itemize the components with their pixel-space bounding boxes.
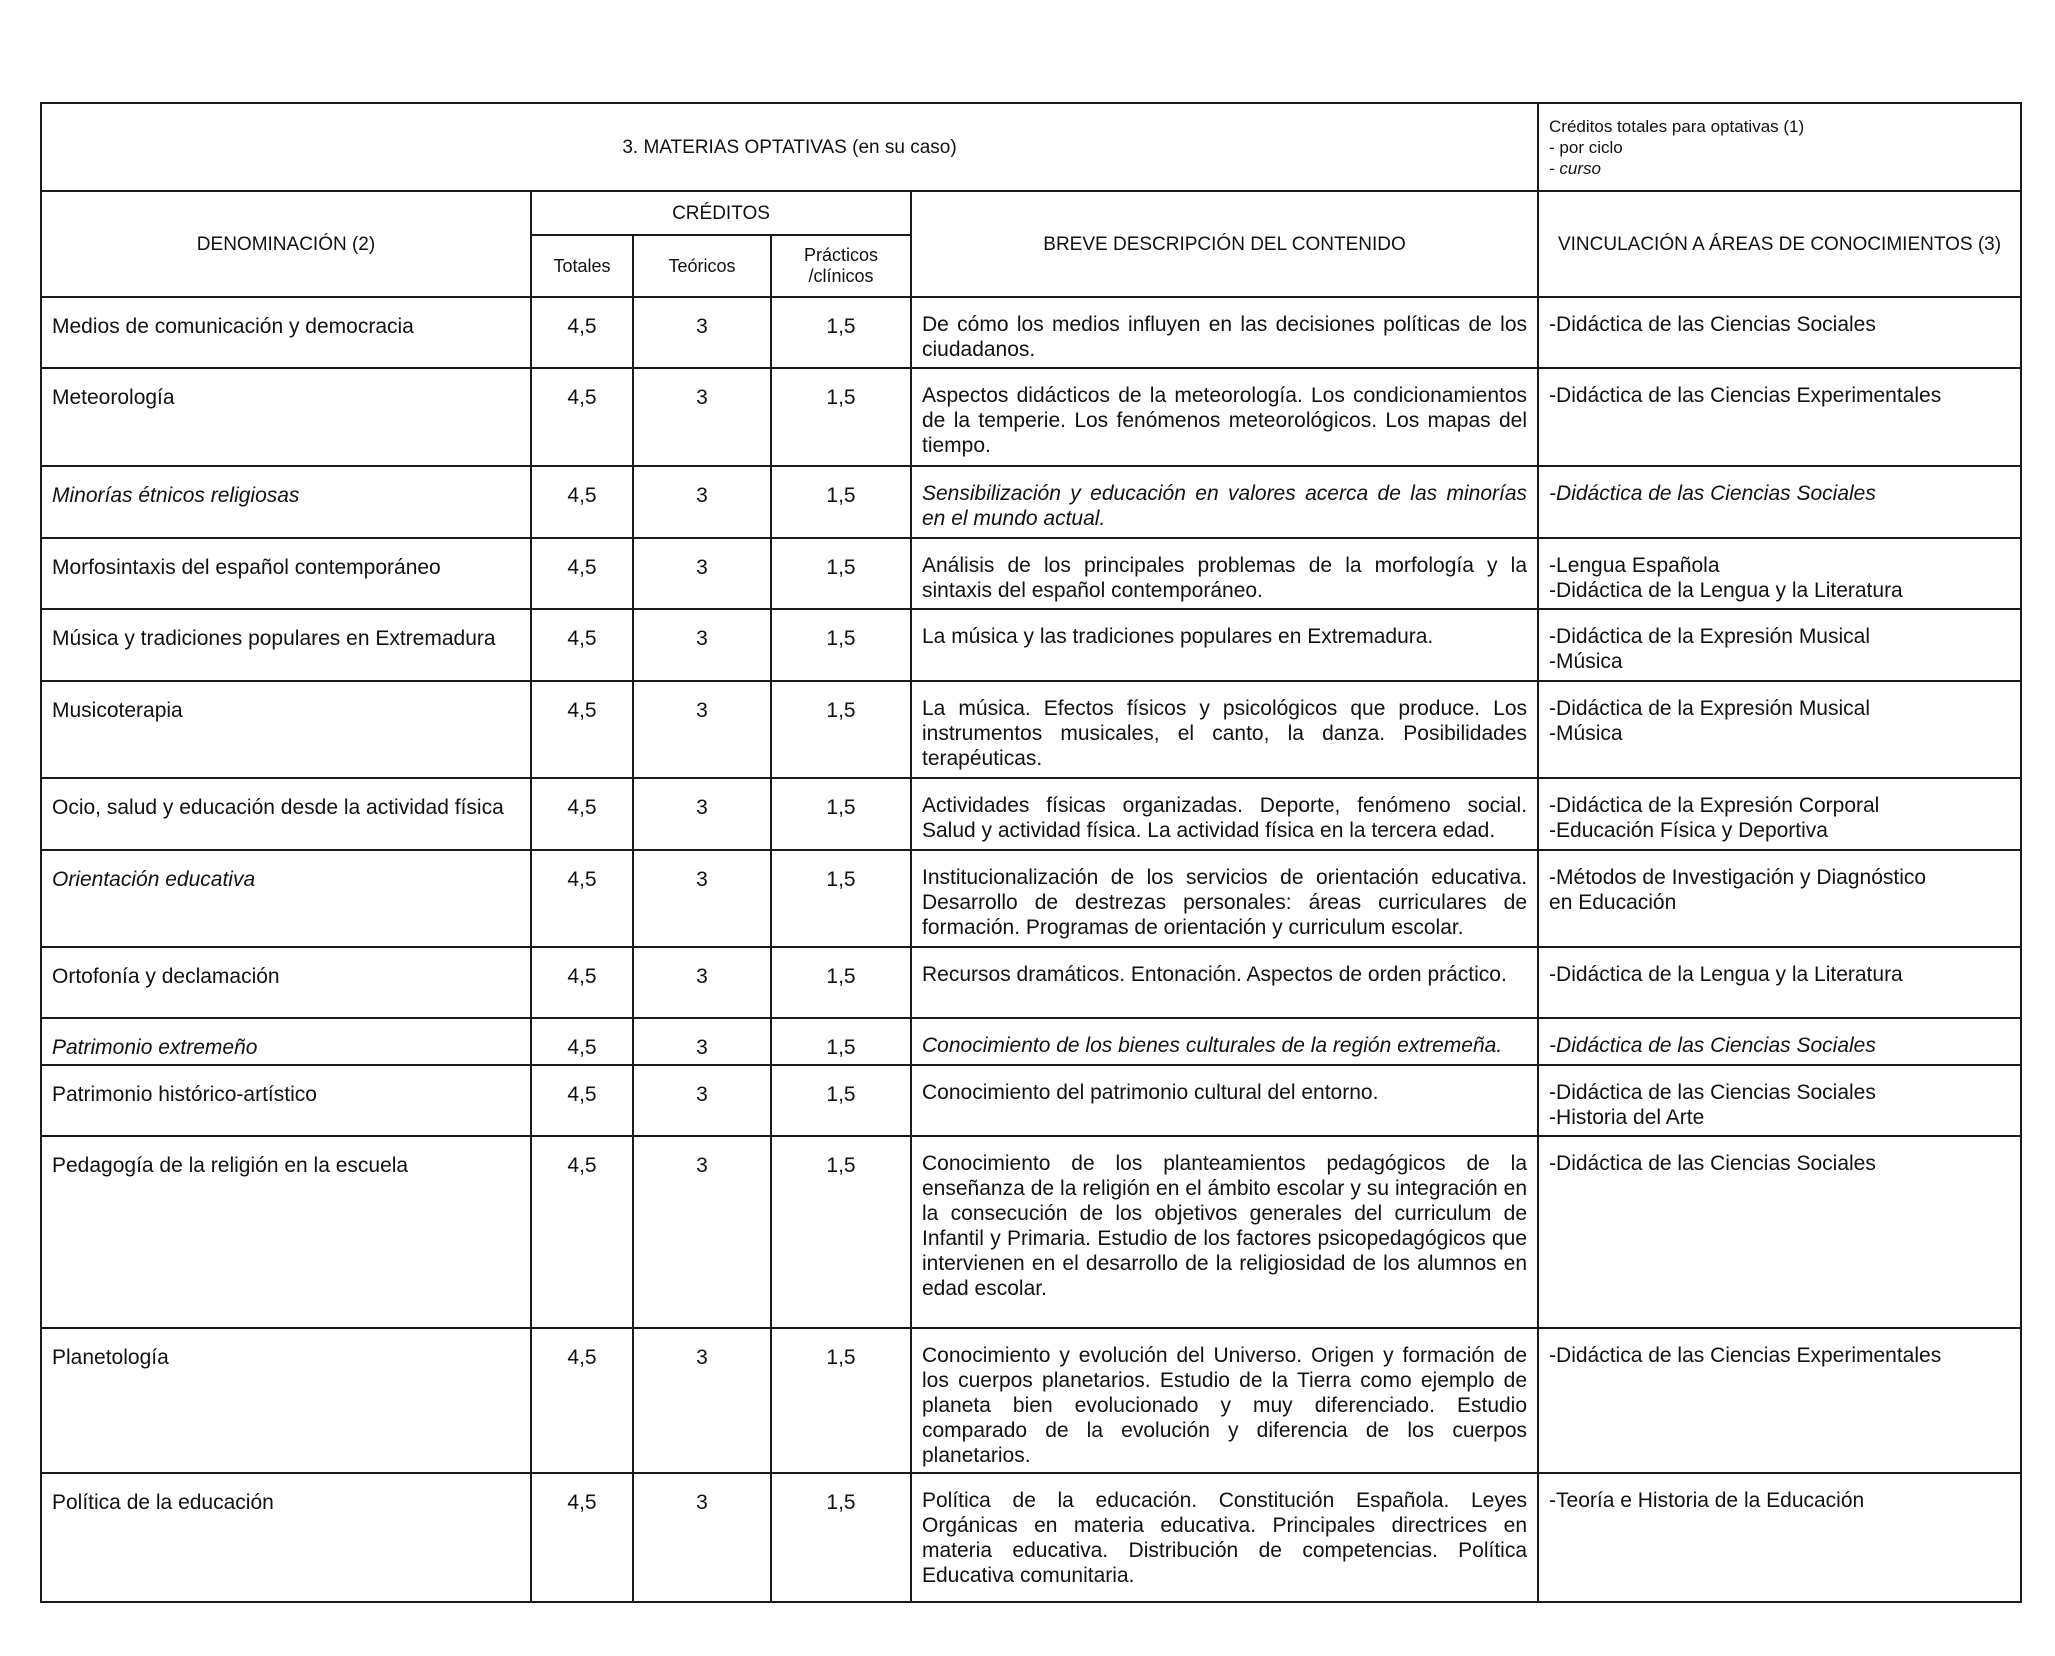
subject-name: Medios de comunicación y democracia	[41, 297, 531, 368]
optional-subjects-table	[40, 102, 2022, 1603]
knowledge-area-item: -Historia del Arte	[1549, 1106, 1705, 1129]
credits-theory: 3	[633, 1018, 771, 1065]
table-row	[41, 609, 2021, 681]
credits-theory: 3	[633, 1328, 771, 1473]
col-header-descripcion: BREVE DESCRIPCIÓN DEL CONTENIDO	[911, 191, 1538, 297]
knowledge-areas	[1538, 778, 2021, 850]
table-row	[41, 297, 2021, 368]
content-description: De cómo los medios influyen en las decisiones políticas de los ciudadanos.	[911, 297, 1538, 368]
credits-total: 4,5	[531, 466, 633, 538]
credits-total: 4,5	[531, 1065, 633, 1136]
credits-practice: 1,5	[771, 1018, 911, 1065]
knowledge-areas	[1538, 1473, 2021, 1602]
total-credits-cell	[1538, 103, 2021, 191]
table-row	[41, 538, 2021, 609]
subject-name: Patrimonio extremeño	[41, 1018, 531, 1065]
knowledge-area-item: -Teoría e Historia de la Educación	[1549, 1489, 1865, 1512]
knowledge-area-item: -Didáctica de las Ciencias Experimentales	[1549, 1344, 1942, 1367]
subject-name: Ocio, salud y educación desde la actividad física	[41, 778, 531, 850]
knowledge-area-item: -Didáctica de las Ciencias Sociales	[1549, 1152, 1876, 1175]
table-row	[41, 681, 2021, 778]
table-row	[41, 1018, 2021, 1065]
knowledge-areas	[1538, 368, 2021, 466]
credits-total: 4,5	[531, 609, 633, 681]
credits-theory: 3	[633, 466, 771, 538]
credits-practice: 1,5	[771, 1136, 911, 1328]
credits-total: 4,5	[531, 947, 633, 1018]
knowledge-areas	[1538, 947, 2021, 1018]
content-description: Sensibilización y educación en valores acerca de las minorías en el mundo actual.	[911, 466, 1538, 538]
subject-name: Orientación educativa	[41, 850, 531, 947]
total-credits-title: Créditos totales para optativas (1)	[1549, 117, 1805, 136]
col-header-denominacion: DENOMINACIÓN (2)	[41, 191, 531, 297]
subject-name: Minorías étnicos religiosas	[41, 466, 531, 538]
content-description: Conocimiento de los bienes culturales de la región extremeña.	[911, 1018, 1538, 1065]
subject-name: Morfosintaxis del español contemporáneo	[41, 538, 531, 609]
credits-theory: 3	[633, 297, 771, 368]
subject-name: Musicoterapia	[41, 681, 531, 778]
credits-theory: 3	[633, 778, 771, 850]
credits-practice: 1,5	[771, 466, 911, 538]
credits-total: 4,5	[531, 1136, 633, 1328]
knowledge-area-item: -Educación Física y Deportiva	[1549, 819, 1828, 842]
credits-practice: 1,5	[771, 609, 911, 681]
credits-theory: 3	[633, 1136, 771, 1328]
credits-practice: 1,5	[771, 1065, 911, 1136]
col-header-creditos: CRÉDITOS	[531, 191, 911, 235]
credits-total: 4,5	[531, 368, 633, 466]
knowledge-area-item: -Didáctica de las Ciencias Experimentales	[1549, 384, 1942, 407]
knowledge-area-item: -Música	[1549, 650, 1623, 673]
title-row	[41, 103, 2021, 191]
credits-theory: 3	[633, 850, 771, 947]
knowledge-area-item: -Didáctica de la Expresión Corporal	[1549, 794, 1880, 817]
credits-practice: 1,5	[771, 1473, 911, 1602]
credits-total: 4,5	[531, 538, 633, 609]
table-row	[41, 1473, 2021, 1602]
knowledge-areas	[1538, 1018, 2021, 1065]
subject-name: Política de la educación	[41, 1473, 531, 1602]
credits-practice: 1,5	[771, 681, 911, 778]
knowledge-area-item: -Didáctica de las Ciencias Sociales	[1549, 313, 1876, 336]
table-row	[41, 850, 2021, 947]
knowledge-areas	[1538, 850, 2021, 947]
knowledge-areas	[1538, 297, 2021, 368]
content-description: Política de la educación. Constitución Española. Leyes Orgánicas en materia educativa. Principales directrices en materia educativa. Distribución de competencias. Política Educativa comunitaria.	[911, 1473, 1538, 1602]
knowledge-area-item: -Didáctica de la Lengua y la Literatura	[1549, 579, 1903, 602]
credits-practice: 1,5	[771, 778, 911, 850]
content-description: La música. Efectos físicos y psicológicos que produce. Los instrumentos musicales, el canto, la danza. Posibilidades terapéuticas.	[911, 681, 1538, 778]
total-credits-per-course: - curso	[1549, 159, 1601, 178]
credits-practice: 1,5	[771, 538, 911, 609]
credits-practice: 1,5	[771, 850, 911, 947]
knowledge-area-item: -Didáctica de la Expresión Musical	[1549, 697, 1870, 720]
credits-theory: 3	[633, 947, 771, 1018]
credits-practice: 1,5	[771, 297, 911, 368]
content-description: La música y las tradiciones populares en Extremadura.	[911, 609, 1538, 681]
col-header-teoricos: Teóricos	[633, 235, 771, 297]
col-header-vinculacion: VINCULACIÓN A ÁREAS DE CONOCIMIENTOS (3)	[1538, 191, 2021, 297]
credits-total: 4,5	[531, 681, 633, 778]
content-description: Aspectos didácticos de la meteorología. Los condicionamientos de la temperie. Los fenómenos meteorológicos. Los mapas del tiempo.	[911, 368, 1538, 466]
knowledge-areas	[1538, 1328, 2021, 1473]
credits-theory: 3	[633, 681, 771, 778]
credits-theory: 3	[633, 368, 771, 466]
content-description: Actividades físicas organizadas. Deporte, fenómeno social. Salud y actividad física. La actividad física en la tercera edad.	[911, 778, 1538, 850]
knowledge-area-item: -Didáctica de las Ciencias Sociales	[1549, 1034, 1876, 1057]
col-header-totales: Totales	[531, 235, 633, 297]
section-title: 3. MATERIAS OPTATIVAS (en su caso)	[41, 103, 1538, 191]
content-description: Recursos dramáticos. Entonación. Aspectos de orden práctico.	[911, 947, 1538, 1018]
credits-total: 4,5	[531, 297, 633, 368]
subject-name: Meteorología	[41, 368, 531, 466]
knowledge-area-item: -Métodos de Investigación y Diagnóstico	[1549, 866, 1927, 889]
credits-practice: 1,5	[771, 368, 911, 466]
content-description: Institucionalización de los servicios de orientación educativa. Desarrollo de destrezas personales: áreas curriculares de formación. Programas de orientación y curriculum escolar.	[911, 850, 1538, 947]
knowledge-area-item: -Didáctica de la Expresión Musical	[1549, 625, 1870, 648]
content-description: Conocimiento y evolución del Universo. Origen y formación de los cuerpos planetarios. Estudio de la Tierra como ejemplo de planeta bien evolucionado y muy diferenciado. Estudio comparado de la evolución y diferencia de los cuerpos planetarios.	[911, 1328, 1538, 1473]
knowledge-area-item: -Didáctica de la Lengua y la Literatura	[1549, 963, 1903, 986]
content-description: Conocimiento del patrimonio cultural del entorno.	[911, 1065, 1538, 1136]
credits-theory: 3	[633, 1065, 771, 1136]
credits-practice: 1,5	[771, 947, 911, 1018]
credits-total: 4,5	[531, 1018, 633, 1065]
content-description: Análisis de los principales problemas de la morfología y la sintaxis del español contemporáneo.	[911, 538, 1538, 609]
credits-theory: 3	[633, 609, 771, 681]
credits-total: 4,5	[531, 1328, 633, 1473]
knowledge-areas	[1538, 466, 2021, 538]
knowledge-area-item: -Lengua Española	[1549, 554, 1720, 577]
header-row-1	[41, 191, 2021, 235]
table-row	[41, 368, 2021, 466]
subject-name: Pedagogía de la religión en la escuela	[41, 1136, 531, 1328]
table-row	[41, 778, 2021, 850]
knowledge-areas	[1538, 609, 2021, 681]
knowledge-area-item: en Educación	[1549, 891, 1677, 914]
table-row	[41, 947, 2021, 1018]
credits-total: 4,5	[531, 1473, 633, 1602]
knowledge-areas	[1538, 1065, 2021, 1136]
subject-name: Planetología	[41, 1328, 531, 1473]
total-credits-per-cycle: - por ciclo	[1549, 138, 1623, 157]
credits-total: 4,5	[531, 778, 633, 850]
knowledge-area-item: -Didáctica de las Ciencias Sociales	[1549, 1081, 1876, 1104]
subject-name: Ortofonía y declamación	[41, 947, 531, 1018]
table-row	[41, 1328, 2021, 1473]
subject-name: Música y tradiciones populares en Extremadura	[41, 609, 531, 681]
credits-total: 4,5	[531, 850, 633, 947]
knowledge-areas	[1538, 1136, 2021, 1328]
table-row	[41, 1065, 2021, 1136]
knowledge-area-item: -Música	[1549, 722, 1623, 745]
content-description: Conocimiento de los planteamientos pedagógicos de la enseñanza de la religión en el ámbito escolar y su integración en la consecución de los objetivos generales del curriculum de Infantil y Primaria. Estudio de los factores psicopedagógicos que intervienen en el desarrollo de la religiosidad de los alumnos en edad escolar.	[911, 1136, 1538, 1328]
subject-name: Patrimonio histórico-artístico	[41, 1065, 531, 1136]
knowledge-area-item: -Didáctica de las Ciencias Sociales	[1549, 482, 1876, 505]
credits-theory: 3	[633, 538, 771, 609]
knowledge-areas	[1538, 681, 2021, 778]
knowledge-areas	[1538, 538, 2021, 609]
table-row	[41, 1136, 2021, 1328]
col-header-practicos: Prácticos /clínicos	[771, 235, 911, 297]
table-row	[41, 466, 2021, 538]
credits-practice: 1,5	[771, 1328, 911, 1473]
credits-theory: 3	[633, 1473, 771, 1602]
